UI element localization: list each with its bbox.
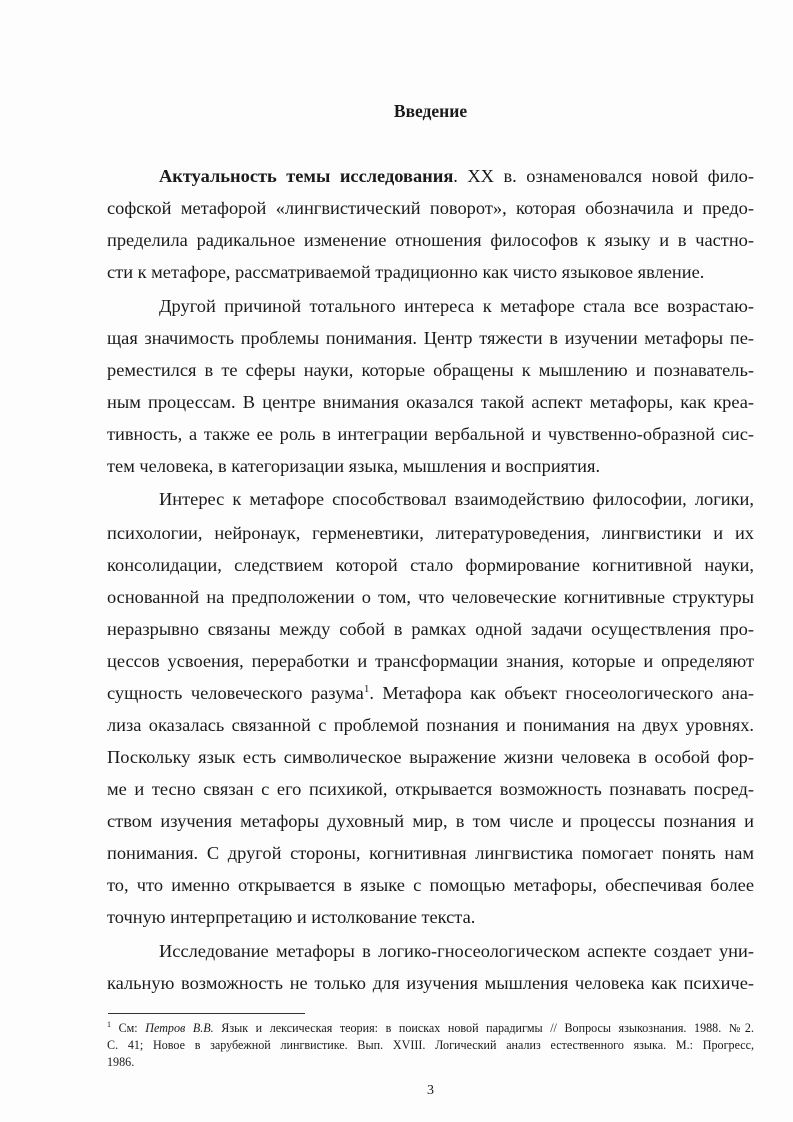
- paragraph-line: сти к метафоре, рассматриваемой традиционно как чисто языковое явление.: [107, 262, 705, 282]
- paragraph-line: кальную возможность не только для изучения мышления человека как психиче-: [107, 973, 754, 993]
- paragraph-line: сущность человеческого разума$^1$. Метафора как объект гносеологического ана-: [107, 682, 754, 703]
- paragraph-line: консолидации, следствием которой стало формирование когнитивной науки,: [107, 555, 754, 575]
- paragraph-line: Интерес к метафоре способствовал взаимодействию философии, логики,: [159, 489, 754, 509]
- paragraph-line: неразрывно связаны между собой в рамках одной задачи осуществления про-: [107, 619, 754, 639]
- footnote-author: Петров В.В.: [145, 1021, 214, 1035]
- paragraph-line: понимания. С другой стороны, когнитивная лингвистика помогает понять нам: [107, 843, 754, 863]
- paragraph-line: точную интерпретацию и истолкование текста.: [107, 907, 476, 927]
- paragraph-line: основанной на предположении о том, что человеческие когнитивные структуры: [107, 587, 754, 607]
- footnote-line: 1986.: [107, 1055, 135, 1069]
- paragraph-line: ным процессам. В центре внимания оказался такой аспект метафоры, как креа-: [107, 392, 754, 412]
- paragraph-line: лиза оказалась связанной с проблемой познания и понимания на двух уровнях.: [107, 715, 754, 735]
- paragraph-line: тивность, а также ее роль в интеграции вербальной и чувственно-образной сис-: [107, 424, 754, 444]
- paragraph-line: ме и тесно связан с его психикой, открывается возможность познавать посред-: [107, 779, 754, 799]
- paragraph-line: реместился в те сферы науки, которые обращены к мышлению и познаватель-: [107, 360, 754, 380]
- paragraph-line: Поскольку язык есть символическое выражение жизни человека в особой фор-: [107, 747, 754, 767]
- footnote-line: С. 41; Новое в зарубежной лингвистике. Вып. XVIII. Логический анализ естественного языка. М.: Прогресс,: [107, 1038, 754, 1052]
- paragraph-line: софской метафорой «лингвистический поворот», которая обозначила и предо-: [107, 198, 754, 218]
- footnote-reference[interactable]: 1: [363, 682, 370, 695]
- page-title: Введение: [393, 101, 468, 121]
- paragraph-line: щая значимость проблемы понимания. Центр тяжести в изучении метафоры пе-: [107, 328, 754, 348]
- paragraph-line: пределила радикальное изменение отношения философов к языку и в частно-: [107, 230, 754, 250]
- paragraph-line: Исследование метафоры в логико-гносеологическом аспекте создает уни-: [159, 941, 754, 961]
- paragraph-line: ством изучения метафоры духовный мир, в том числе и процессы познания и: [107, 811, 754, 831]
- paragraph-line: цессов усвоения, переработки и трансформации знания, которые и определяют: [107, 651, 754, 671]
- footnote-line: $^1$ См: Петров В.В. Язык и лексическая теория: в поисках новой парадигмы // Вопросы языкознания. 1988. №2.: [107, 1019, 754, 1035]
- footnote-separator: [108, 1013, 305, 1014]
- paragraph-line: Другой причиной тотального интереса к метафоре стала все возрастаю-: [159, 296, 754, 316]
- page-number: 3: [427, 1083, 434, 1098]
- paragraph-line: тем человека, в категоризации языка, мышления и восприятия.: [107, 456, 601, 476]
- paragraph-line: Актуальность темы исследования. XX в. ознаменовался новой фило-: [159, 166, 754, 186]
- section-lead: Актуальность темы исследования: [159, 166, 454, 186]
- paragraph-line: психологии, нейронаук, герменевтики, литературоведения, лингвистики и их: [107, 523, 754, 543]
- paragraph-line: то, что именно открывается в языке с помощью метафоры, обеспечивая более: [107, 875, 754, 895]
